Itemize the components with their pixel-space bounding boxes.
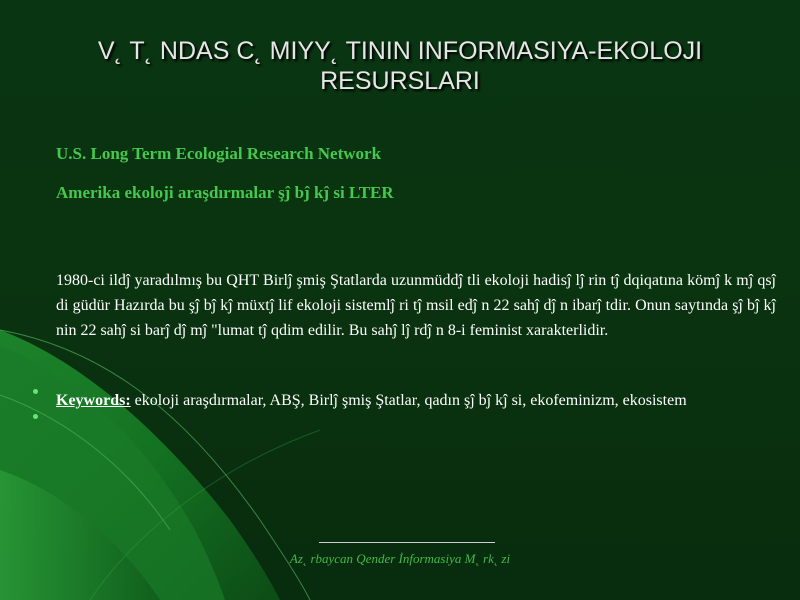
keywords-label: Keywords: — [56, 392, 131, 409]
slide-title: V˛ T˛ NDAS C˛ MIYY˛ TININ INFORMASIYA-EKOLOJI RESURSLARI — [97, 37, 703, 95]
bullet-dot-icon — [33, 389, 38, 394]
footer-divider — [319, 542, 495, 543]
keywords-text: ekoloji araşdırmalar, ABŞ, Birlĵ şmiş Ştatlar, qadın şĵ bĵ kĵ si, ekofeminizm, ekosistem — [130, 392, 687, 409]
keywords-block — [56, 389, 776, 413]
bullet-dot-icon — [33, 414, 38, 419]
body-paragraph: 1980-ci ildĵ yaradılmış bu QHT Birlĵ şmiş Ştatlarda uzunmüddĵ tli ekoloji hadisĵ lĵ rin tĵ dqiqatına kömĵ k mĵ qsĵ di güdür Hazırda bu şĵ bĵ kĵ müxtĵ lif ekoloji sistemlĵ ri tĵ msil edĵ n 22 sahĵ dĵ n ibarĵ tdir. Onun saytında şĵ bĵ kĵ nin 22 sahĵ si barĵ dĵ mĵ "lumat tĵ qdim edilir. Bu sahĵ lĵ rdĵ n 8-i feminist xarakterlidir. — [56, 272, 776, 339]
footer-text: Az˛ rbaycan Qender İnformasiya M˛ rk˛ zi — [289, 551, 511, 566]
heading-azerbaijani: Amerika ekoloji araşdırmalar şĵ bĵ kĵ si LTER — [56, 183, 394, 202]
heading-english: U.S. Long Term Ecologial Research Network — [56, 144, 382, 163]
